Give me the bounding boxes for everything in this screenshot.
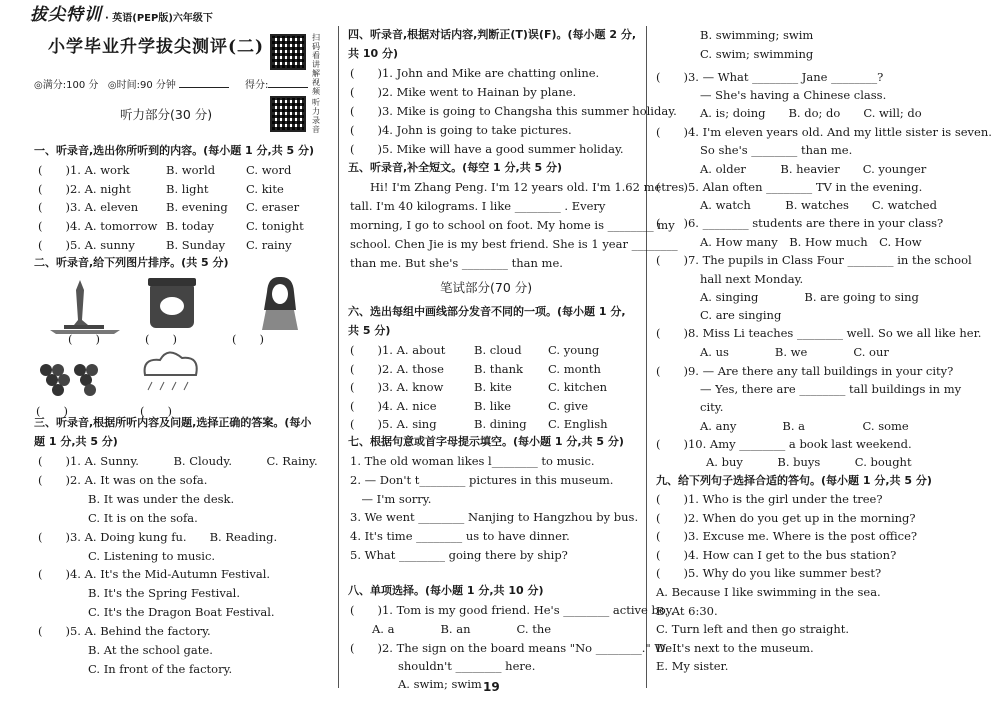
option-line: A. older B. heavier C. younger: [700, 162, 927, 176]
question-line[interactable]: ( )4. John is going to take pictures.: [350, 122, 572, 137]
option-line: A. us B. we C. our: [700, 345, 889, 359]
question-line[interactable]: ( )3. A. Doing kung fu. B. Reading.: [38, 529, 278, 544]
question-line[interactable]: ( )4. How can I get to the bus station?: [656, 547, 897, 562]
section-7-heading: 七、根据句意或首字母提示填空。(每小题 1 分,共 5 分): [348, 435, 624, 448]
question-line: C. It's the Dragon Boat Festival.: [88, 605, 275, 620]
option-line: — Yes, there are ________ tall buildings in my: [700, 382, 962, 396]
question-line[interactable]: ( )1. Who is the girl under the tree?: [656, 492, 883, 506]
section-3-heading-cont: 题 1 分,共 5 分): [34, 435, 118, 448]
section-5-heading: 五、听录音,补全短文。(每空 1 分,共 5 分): [348, 161, 563, 174]
question-line[interactable]: ( )5. Alan often ________ TV in the evening.: [656, 180, 923, 194]
option-b: B. kite: [474, 380, 512, 395]
option-line: — She's having a Chinese class.: [700, 88, 887, 102]
section-4-heading-cont: 共 10 分): [348, 47, 398, 60]
qr-code-audio-icon[interactable]: [270, 96, 306, 132]
option-c: C. English: [548, 417, 608, 432]
section-8-heading: 八、单项选择。(每小题 1 分,共 10 分): [348, 584, 544, 597]
passage-line: Hi! I'm Zhang Peng. I'm 12 years old. I'm 1.62 metres: [370, 180, 685, 194]
passage-line: school. Chen Jie is my best friend. She is 1 year ________: [350, 236, 678, 251]
option-c: C. month: [548, 361, 601, 376]
question-line[interactable]: — I'm sorry.: [350, 491, 432, 506]
question-line[interactable]: ( )2. Mike went to Hainan by plane.: [350, 84, 577, 99]
question-line[interactable]: ( )7. The pupils in Class Four ________ in the school: [656, 253, 972, 267]
page-title: 小学毕业升学拔尖测评(二): [48, 37, 265, 57]
question-line[interactable]: ( )2. The sign on the board means "No ________." We: [350, 641, 673, 655]
qr-code-label: 扫码看讲解视频: [312, 33, 320, 96]
statue-of-liberty-icon: [50, 280, 120, 334]
option-line: C. swim; swimming: [700, 47, 814, 61]
question-row[interactable]: ( )4. A. nice: [350, 398, 437, 413]
question-line[interactable]: ( )4. I'm eleven years old. And my little sister is seven.: [656, 125, 992, 139]
question-row[interactable]: ( )2. A. those: [350, 361, 444, 376]
option-c: C. rainy: [246, 237, 292, 252]
section-9-heading: 九、给下列句子选择合适的答句。(每小题 1 分,共 5 分): [656, 474, 932, 487]
passage-line: tall. I'm 40 kilograms. I like ________ . Every: [350, 198, 606, 213]
answer-paren[interactable]: ( ): [145, 332, 177, 346]
answer-option: D. It's next to the museum.: [656, 640, 814, 655]
option-line: A. is; doing B. do; do C. will; do: [700, 106, 922, 120]
score-label: 得分:: [245, 80, 269, 91]
answer-option: E. My sister.: [656, 659, 729, 674]
question-row[interactable]: ( )3. A. know: [350, 380, 444, 395]
question-line[interactable]: ( )3. Mike is going to Changsha this summer holiday.: [350, 103, 677, 118]
option-c: C. give: [548, 398, 589, 413]
option-b: B. like: [474, 398, 511, 413]
listening-part-title: 听力部分(30 分): [120, 107, 213, 122]
option-c: C. kite: [246, 181, 284, 196]
question-line[interactable]: 3. We went ________ Nanjing to Hangzhou by bus.: [350, 510, 639, 525]
question-row[interactable]: ( )3. A. eleven: [38, 200, 139, 215]
option-line: A. singing B. are going to sing: [700, 290, 919, 304]
option-c: C. young: [548, 343, 600, 357]
time-limit: ◎时间:90 分钟: [107, 80, 176, 91]
section-4-heading: 四、听录音,根据对话内容,判断正(T)误(F)。(每小题 2 分,: [348, 28, 637, 41]
option-line: hall next Monday.: [700, 272, 804, 286]
question-line[interactable]: ( )2. A. It was on the sofa.: [38, 472, 208, 487]
question-line: B. It was under the desk.: [88, 491, 235, 506]
question-line: B. It's the Spring Festival.: [88, 586, 241, 601]
option-b: B. dining: [474, 417, 527, 432]
writing-part-title: 笔试部分(70 分): [440, 280, 533, 295]
option-line: So she's ________ than me.: [700, 143, 853, 157]
qr-audio-label: 听力录音: [312, 98, 320, 134]
question-line[interactable]: 2. — Don't t________ pictures in this museum.: [350, 472, 614, 487]
option-line: shouldn't ________ here.: [398, 659, 536, 673]
question-line[interactable]: 1. The old woman likes l________ to music.: [350, 454, 595, 468]
answer-paren[interactable]: ( ): [232, 332, 264, 346]
answer-option: B. At 6:30.: [656, 603, 718, 618]
question-row[interactable]: ( )4. A. tomorrow: [38, 219, 158, 234]
answer-option: A. Because I like swimming in the sea.: [656, 585, 881, 599]
option-b: B. cloud: [474, 343, 522, 357]
option-b: B. light: [166, 181, 209, 196]
column-divider: [646, 26, 647, 688]
question-line[interactable]: ( )2. When do you get up in the morning?: [656, 510, 916, 525]
question-line[interactable]: ( )1. John and Mike are chatting online.: [350, 66, 600, 80]
question-line[interactable]: ( )10. Amy ________ a book last weekend.: [656, 437, 912, 451]
option-b: B. world: [166, 163, 216, 177]
question-line: C. It is on the sofa.: [88, 510, 198, 525]
option-line: A. watch B. watches C. watched: [700, 198, 937, 212]
question-row[interactable]: ( )2. A. night: [38, 181, 131, 196]
question-line[interactable]: ( )6. ________ students are there in your class?: [656, 216, 944, 230]
option-line: A. swim; swim: [398, 677, 482, 691]
option-line: A. buy B. buys C. bought: [706, 455, 912, 469]
passage-line: morning, I go to school on foot. My home is ________ my: [350, 217, 675, 232]
book-subtitle: · 英语(PEP版)六年级下: [105, 13, 213, 24]
column-divider: [338, 26, 339, 688]
option-line: A. a B. an C. the: [372, 622, 552, 636]
question-line[interactable]: ( )1. Tom is my good friend. He's ________ active boy.: [350, 603, 675, 617]
option-line: A. How many B. How much C. How: [700, 235, 922, 249]
question-line[interactable]: ( )3. Excuse me. Where is the post office?: [656, 529, 918, 544]
question-line[interactable]: ( )9. — Are there any tall buildings in your city?: [656, 364, 954, 378]
passage-line: than me. But she's ________ than me.: [350, 255, 563, 270]
question-line[interactable]: ( )5. Mike will have a good summer holiday.: [350, 141, 624, 156]
section-1-heading: 一、听录音,选出你所听到的内容。(每小题 1 分,共 5 分): [34, 144, 315, 157]
question-row[interactable]: ( )5. A. sing: [350, 417, 437, 432]
question-line[interactable]: 5. What ________ going there by ship?: [350, 548, 568, 562]
question-row[interactable]: ( )1. A. work: [38, 163, 130, 177]
grapes-icon: [40, 364, 98, 396]
question-line[interactable]: ( )5. Why do you like summer best?: [656, 566, 882, 581]
rain-cloud-icon: [145, 352, 197, 390]
option-b: B. evening: [166, 200, 228, 215]
option-line: B. swimming; swim: [700, 28, 814, 42]
section-3-heading: 三、听录音,根据所听内容及问题,选择正确的答案。(每小: [34, 416, 312, 429]
question-line[interactable]: ( )8. Miss Li teaches ________ well. So we all like her.: [656, 326, 982, 340]
option-b: B. today: [166, 219, 215, 234]
jar-icon: [148, 278, 196, 328]
question-line[interactable]: ( )3. — What ________ Jane ________?: [656, 70, 884, 84]
question-line[interactable]: ( )4. A. It's the Mid-Autumn Festival.: [38, 567, 271, 582]
option-line: city.: [700, 400, 724, 414]
option-c: C. word: [246, 163, 292, 177]
brand-logo: 拔尖特训: [30, 5, 102, 25]
question-line[interactable]: ( )5. A. Behind the factory.: [38, 624, 211, 639]
page-number: 19: [483, 680, 500, 694]
question-line: C. Listening to music.: [88, 548, 216, 563]
option-b: B. thank: [474, 361, 524, 376]
question-row[interactable]: ( )1. A. about: [350, 343, 446, 357]
answer-paren[interactable]: ( ): [68, 332, 100, 346]
qr-code-icon[interactable]: [270, 34, 306, 70]
question-line: C. In front of the factory.: [88, 661, 233, 676]
option-line: A. any B. a C. some: [700, 419, 909, 433]
question-line[interactable]: 4. It's time ________ us to have dinner.: [350, 529, 570, 544]
option-line: C. are singing: [700, 308, 782, 322]
option-c: C. eraser: [246, 200, 300, 215]
question-line: B. At the school gate.: [88, 643, 213, 657]
question-line[interactable]: ( )1. A. Sunny. B. Cloudy. C. Rainy.: [38, 454, 318, 468]
full-score: ◎满分:100 分: [34, 80, 99, 91]
question-row[interactable]: ( )5. A. sunny: [38, 237, 135, 252]
section-6-heading: 六、选出每组中画线部分发音不同的一项。(每小题 1 分,: [348, 305, 626, 318]
woman-portrait-icon: [262, 277, 298, 330]
answer-paren[interactable]: ( ): [36, 404, 68, 418]
option-c: C. tonight: [246, 219, 304, 234]
answer-paren[interactable]: ( ): [140, 404, 172, 418]
option-b: B. Sunday: [166, 237, 226, 252]
exam-meta: [34, 76, 308, 96]
section-6-heading-cont: 共 5 分): [348, 324, 391, 337]
answer-option: C. Turn left and then go straight.: [656, 622, 850, 637]
option-c: C. kitchen: [548, 380, 608, 395]
section-2-heading: 二、听录音,给下列图片排序。(共 5 分): [34, 256, 229, 269]
